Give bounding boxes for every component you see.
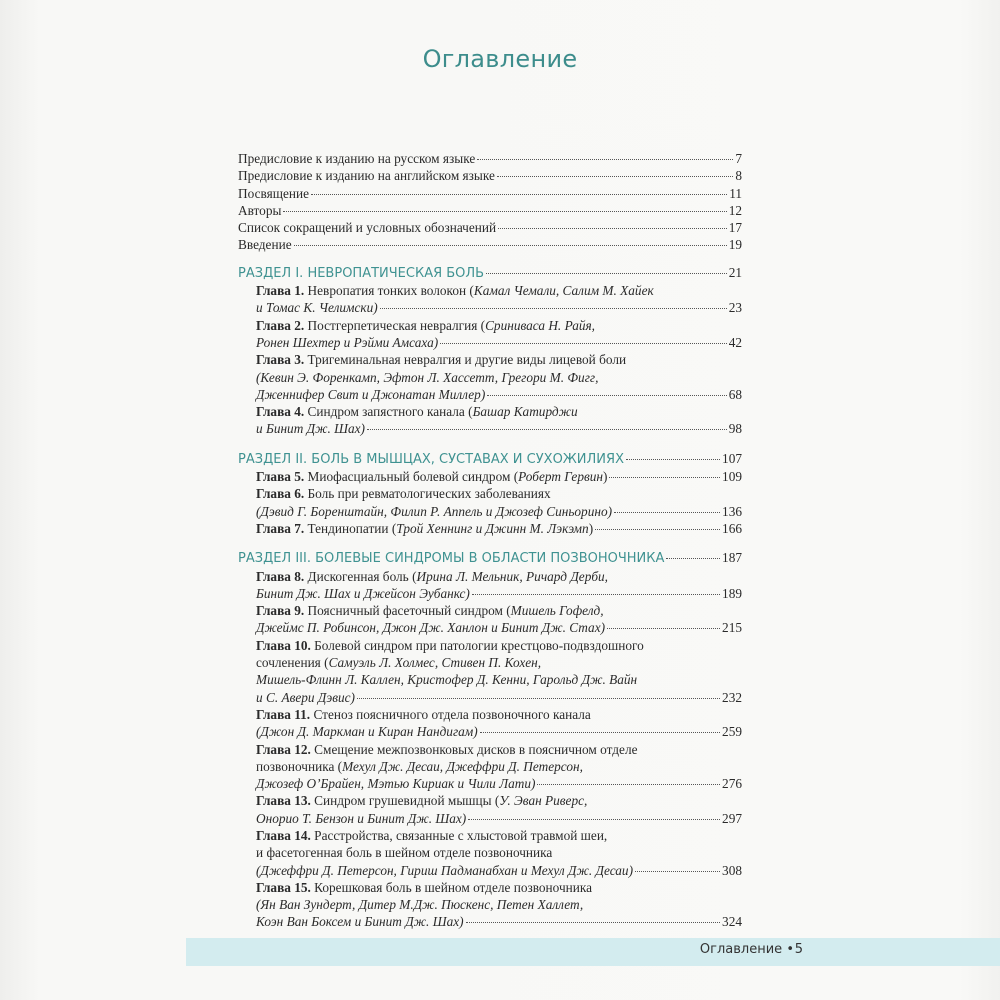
chapter-authors: Камал Чемали, Салим М. Хайек	[473, 283, 654, 299]
chapter-label: Глава 14.	[256, 827, 311, 843]
chapter-authors: Трой Хеннинг и Джинн М. Лэкэмп	[396, 520, 589, 536]
toc-chapter-3[interactable]	[256, 351, 742, 403]
entry-text: Введение	[238, 237, 292, 253]
chapter-authors: Ронен Шехтер и Рэйми Амсаха)	[256, 334, 439, 350]
chapter-title: Тригеминальная невралгия и другие виды лицевой боли	[307, 352, 627, 368]
chapter-authors: (Джеффри Д. Петерсон, Гириш Падманабхан и Мехул Дж. Десаи)	[256, 862, 633, 878]
chapter-label: Глава 12.	[256, 741, 311, 757]
chapter-page: 68	[728, 386, 742, 402]
dot-leader	[486, 273, 727, 274]
toc-chapter-12[interactable]	[256, 741, 742, 793]
footer-page-number: 5	[794, 942, 803, 957]
chapter-label: Глава 8.	[256, 568, 305, 584]
chapter-title: Боль при ревматологических заболеваниях	[307, 486, 551, 502]
toc-entry-introduction[interactable]	[238, 236, 742, 253]
dot-leader	[614, 512, 720, 513]
toc-entry-authors[interactable]	[238, 202, 742, 219]
entry-text: Предисловие к изданию на русском языке	[238, 151, 476, 166]
dot-leader	[477, 159, 733, 160]
toc-chapter-6[interactable]	[256, 485, 742, 520]
section-page: 187	[722, 550, 742, 566]
entry-page: 17	[728, 220, 742, 236]
chapter-title: позвоночника (	[256, 758, 343, 774]
chapter-title: Синдром запястного канала (	[307, 404, 473, 420]
toc-chapter-13[interactable]	[256, 792, 742, 827]
toc-entry-preface-ru[interactable]	[238, 150, 742, 167]
toc-chapter-9[interactable]	[256, 602, 742, 637]
chapter-authors: Самуэль Л. Холмес, Стивен П. Кохен,	[328, 655, 542, 671]
chapter-authors: Башар Катирджи	[472, 404, 578, 420]
toc-chapter-15[interactable]	[256, 879, 742, 931]
dot-leader	[626, 459, 720, 460]
section-title: РАЗДЕЛ II. БОЛЬ В МЫШЦАХ, СУСТАВАХ И СУХОЖИЛИЯХ	[238, 451, 624, 467]
chapter-page: 276	[722, 776, 742, 792]
chapter-authors: Сриниваса Н. Райя,	[485, 317, 596, 333]
chapter-title: Дискогенная боль (	[307, 568, 417, 584]
entry-page: 12	[728, 202, 742, 218]
dot-leader	[609, 477, 720, 478]
toc-chapter-4[interactable]	[256, 403, 742, 438]
section-page: 107	[722, 450, 742, 466]
chapter-label: Глава 13.	[256, 793, 311, 809]
chapter-authors: (Кевин Э. Форенкамп, Эфтон Л. Хассетт, Грегори М. Фигг,	[256, 369, 599, 385]
chapter-authors: Онорио Т. Бензон и Бинит Дж. Шах)	[256, 810, 467, 826]
chapter-authors: и С. Авери Дэвис)	[256, 689, 355, 705]
chapter-label: Глава 3.	[256, 352, 305, 368]
page-title: Оглавление	[422, 45, 578, 73]
chapter-paren: )	[602, 469, 608, 485]
chapter-page: 297	[722, 810, 742, 826]
chapter-label: Глава 5.	[256, 469, 305, 485]
chapter-label: Глава 7.	[256, 520, 305, 536]
section-page: 21	[728, 264, 742, 280]
chapter-authors: (Ян Ван Зундерт, Дитер М.Дж. Пюскенс, Петен Халлет,	[256, 897, 584, 913]
toc-chapter-14[interactable]	[256, 827, 742, 879]
chapter-title: Миофасциальный болевой синдром (	[307, 469, 519, 485]
entry-text: Посвящение	[238, 185, 309, 201]
dot-leader	[595, 529, 720, 530]
chapter-page: 308	[722, 862, 742, 878]
toc-section-1[interactable]	[238, 264, 742, 281]
dot-leader	[666, 558, 720, 559]
chapter-title: Невропатия тонких волокон (	[307, 283, 474, 299]
chapter-page: 259	[722, 724, 742, 740]
chapter-title: Синдром грушевидной мышцы (	[314, 793, 500, 809]
entry-page: 11	[729, 185, 742, 201]
toc-section-3[interactable]	[238, 549, 742, 566]
dot-leader	[537, 784, 720, 785]
toc-chapter-10[interactable]	[256, 637, 742, 706]
chapter-authors: Дженнифер Свит и Джонатан Миллер)	[256, 386, 486, 402]
toc-entry-dedication[interactable]	[238, 185, 742, 202]
chapter-title: Тендинопатии (	[307, 520, 397, 536]
footer-separator: •	[786, 942, 794, 957]
chapter-page: 98	[728, 421, 742, 437]
dot-leader	[498, 228, 727, 229]
entry-page: 7	[735, 151, 742, 166]
toc-entry-abbreviations[interactable]	[238, 219, 742, 236]
chapter-page: 42	[728, 334, 742, 350]
chapter-title: Корешковая боль в шейном отделе позвоночника	[314, 879, 593, 895]
chapter-label: Глава 15.	[256, 879, 311, 895]
chapter-page: 109	[722, 469, 742, 485]
chapter-page: 23	[728, 300, 742, 316]
chapter-page: 189	[722, 585, 742, 601]
chapter-authors: Мишель-Флинн Л. Каллен, Кристофер Д. Кенни, Гарольд Дж. Вайн	[256, 672, 638, 688]
dot-leader	[367, 429, 727, 430]
chapter-authors: Бинит Дж. Шах и Джейсон Эубанкс)	[256, 585, 470, 601]
chapter-label: Глава 2.	[256, 317, 305, 333]
chapter-label: Глава 4.	[256, 404, 305, 420]
chapter-label: Глава 6.	[256, 486, 305, 502]
entry-text: Авторы	[238, 202, 282, 218]
chapter-title: Поясничный фасеточный синдром (	[307, 603, 511, 619]
chapter-authors: У. Эван Риверс,	[499, 793, 588, 809]
chapter-authors: Мишель Гофелд,	[510, 603, 604, 619]
dot-leader	[635, 871, 720, 872]
chapter-title: и фасетогенная боль в шейном отделе позвоночника	[256, 845, 553, 861]
chapter-label: Глава 11.	[256, 706, 311, 722]
chapter-title: Постгерпетическая невралгия (	[307, 317, 486, 333]
toc-chapter-5[interactable]	[256, 468, 742, 485]
chapter-page: 232	[722, 689, 742, 705]
chapter-page: 136	[722, 503, 742, 519]
chapter-title: Смещение межпозвонковых дисков в поясничном отделе	[314, 741, 638, 757]
footer-band	[186, 938, 1000, 966]
chapter-label: Глава 10.	[256, 637, 311, 653]
toc-chapter-2[interactable]	[256, 317, 742, 352]
chapter-authors: Роберт Гервин	[518, 469, 603, 485]
chapter-authors: Ирина Л. Мельник, Ричард Дерби,	[416, 568, 608, 584]
chapter-paren: )	[588, 520, 594, 536]
toc-chapter-11[interactable]	[256, 706, 742, 741]
dot-leader	[468, 819, 720, 820]
entry-page: 8	[735, 168, 742, 184]
dot-leader	[607, 628, 720, 629]
chapter-authors: Джеймс П. Робинсон, Джон Дж. Ханлон и Бинит Дж. Стах)	[256, 620, 606, 636]
section-title: РАЗДЕЛ I. НЕВРОПАТИЧЕСКАЯ БОЛЬ	[238, 265, 485, 281]
section-title: РАЗДЕЛ III. БОЛЕВЫЕ СИНДРОМЫ В ОБЛАСТИ ПОЗВОНОЧНИКА	[238, 551, 665, 567]
footer-running-title	[700, 942, 794, 957]
toc-entry-preface-en[interactable]	[238, 167, 742, 184]
chapter-authors: и Томас К. Челимски)	[256, 300, 378, 316]
dot-leader	[283, 211, 726, 212]
chapter-title: Расстройства, связанные с хлыстовой травмой шеи,	[314, 827, 608, 843]
dot-leader	[472, 594, 720, 595]
chapter-authors: Коэн Ван Боксем и Бинит Дж. Шах)	[256, 914, 464, 930]
dot-leader	[380, 308, 727, 309]
dot-leader	[466, 922, 721, 923]
chapter-label: Глава 1.	[256, 283, 305, 299]
entry-page: 19	[728, 237, 742, 253]
toc-chapter-1[interactable]	[256, 282, 742, 317]
footer-label: Оглавление	[699, 942, 783, 957]
chapter-title: сочленения (	[256, 655, 329, 671]
chapter-title: Болевой синдром при патологии крестцово-подвздошного	[314, 637, 644, 653]
table-of-contents	[238, 150, 742, 931]
dot-leader	[487, 395, 726, 396]
chapter-page: 324	[722, 914, 742, 930]
dot-leader	[497, 176, 733, 177]
entry-text: Список сокращений и условных обозначений	[238, 220, 497, 236]
dot-leader	[294, 245, 727, 246]
toc-chapter-8[interactable]	[256, 568, 742, 603]
dot-leader	[480, 732, 720, 733]
chapter-authors: Джозеф О’Брайен, Мэтью Кириак и Чили Лати)	[256, 776, 536, 792]
chapter-title: Стеноз поясничного отдела позвоночного канала	[313, 706, 591, 722]
chapter-label: Глава 9.	[256, 603, 305, 619]
chapter-authors: и Бинит Дж. Шах)	[256, 421, 365, 437]
dot-leader	[357, 698, 720, 699]
dot-leader	[311, 194, 727, 195]
chapter-authors: Мехул Дж. Десаи, Джеффри Д. Петерсон,	[342, 758, 583, 774]
toc-chapter-7[interactable]	[256, 520, 742, 537]
entry-text: Предисловие к изданию на английском языке	[238, 168, 495, 184]
chapter-authors: (Дэвид Г. Боренштайн, Филип Р. Аппель и Джозеф Синьорино)	[256, 503, 613, 519]
chapter-page: 215	[722, 620, 742, 636]
chapter-page: 166	[722, 520, 742, 536]
dot-leader	[440, 343, 727, 344]
toc-section-2[interactable]	[238, 450, 742, 467]
chapter-authors: (Джон Д. Маркман и Киран Нандигам)	[256, 724, 478, 740]
